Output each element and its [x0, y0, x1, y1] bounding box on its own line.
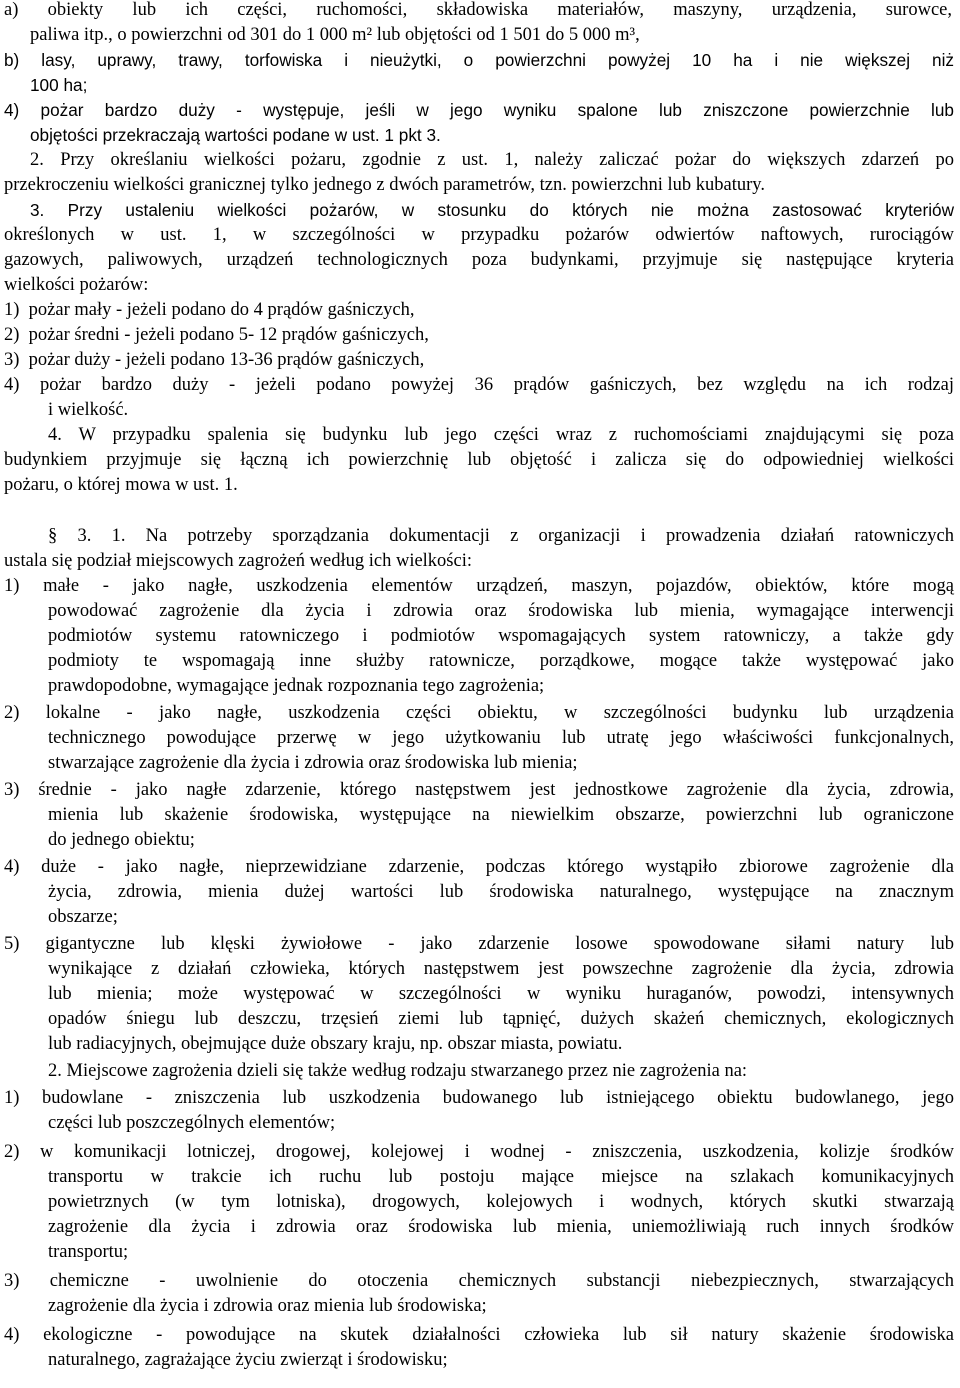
text-line-content: ustala się podział miejscowych zagrożeń według ich wielkości:	[4, 551, 473, 571]
text-line-content: życia, zdrowia, mienia dużej wartości lub środowiska naturalnego, występujące na znacznym	[48, 882, 954, 902]
text-line	[0, 98, 960, 122]
text-line-content: podmiotów systemu ratowniczego i podmiotów wspomagających system ratowniczy, a także gdy	[48, 626, 954, 646]
text-line-content: 4) pożar bardzo duży - występuje, jeśli w jego wyniku spalone lub zniszczone powierzchnie lub	[4, 100, 954, 120]
text-line-content: 2. Przy określaniu wielkości pożaru, zgodnie z ust. 1, należy zaliczać pożar do większych zdarzeń po	[30, 150, 954, 170]
text-line-content: określonych w ust. 1, w szczególności w przypadku pożarów odwiertów naftowych, rurociągów	[4, 225, 954, 245]
text-line	[0, 323, 960, 347]
text-line	[0, 932, 960, 956]
text-line	[0, 574, 960, 598]
text-line	[0, 549, 960, 573]
text-line-content: 3) chemiczne - uwolnienie do otoczenia chemicznych substancji niebezpiecznych, stwarzających	[4, 1271, 954, 1291]
text-line	[0, 398, 960, 422]
text-line	[0, 223, 960, 247]
text-line	[0, 599, 960, 623]
text-line-content: technicznego powodujące przerwę w jego użytkowaniu lub utratę jego właściwości funkcjonalnych,	[48, 728, 954, 748]
text-line	[0, 1165, 960, 1189]
text-line	[0, 982, 960, 1006]
text-line	[0, 905, 960, 929]
text-line	[0, 1086, 960, 1110]
text-line	[0, 1240, 960, 1264]
text-line	[0, 198, 960, 222]
text-line-content: 1) małe - jako nagłe, uszkodzenia elementów urządzeń, maszyn, pojazdów, obiektów, które mogą	[4, 576, 954, 596]
text-line	[0, 373, 960, 397]
text-line-content: 5) gigantyczne lub klęski żywiołowe - jako zdarzenie losowe spowodowane siłami natury lub	[4, 934, 954, 954]
text-line-content: części lub poszczególnych elementów;	[48, 1113, 336, 1133]
text-line	[0, 778, 960, 802]
text-line	[0, 123, 960, 147]
text-line	[0, 624, 960, 648]
text-line	[0, 726, 960, 750]
text-line-content: obszarze;	[48, 907, 118, 927]
text-line	[0, 348, 960, 372]
text-line-content: 3) średnie - jako nagłe zdarzenie, którego następstwem jest jednostkowe zagrożenie dla życia, zdrowia,	[4, 780, 954, 800]
text-line-content: i wielkość.	[48, 400, 129, 420]
text-line	[0, 273, 960, 297]
text-line-content: lub radiacyjnych, obejmujące duże obszary kraju, np. obszar miasta, powiatu.	[48, 1034, 623, 1054]
text-line-content: objętości przekraczają wartości podane w ust. 1 pkt 3.	[30, 125, 441, 145]
text-line-content: 3. Przy ustaleniu wielkości pożarów, w stosunku do których nie można zastosować kryteriów	[30, 200, 954, 220]
text-line-content: przekroczeniu wielkości granicznej tylko jednego z dwóch parametrów, tzn. powierzchni lub kubatury.	[4, 175, 765, 195]
text-line	[0, 1140, 960, 1164]
text-line-content: powodować zagrożenie dla życia i zdrowia oraz środowiska lub mienia, wymagające interwencji	[48, 601, 954, 621]
text-line	[0, 148, 960, 172]
text-line-content: 2) lokalne - jako nagłe, uszkodzenia części obiektu, w szczególności budynku lub urządzenia	[4, 703, 954, 723]
text-line	[0, 1323, 960, 1347]
text-line	[0, 298, 960, 322]
text-line-content: opadów śniegu lub deszczu, trzęsień ziemi lub tąpnięć, dużych skażeń chemicznych, ekologicznych	[48, 1009, 954, 1029]
text-line	[0, 73, 960, 97]
text-line	[0, 957, 960, 981]
text-line	[0, 1348, 960, 1372]
text-line	[0, 1269, 960, 1293]
text-line-content: zagrożenie dla życia i zdrowia oraz mienia lub środowiska;	[48, 1296, 487, 1316]
text-line-content: naturalnego, zagrażające życiu zwierząt i środowisku;	[48, 1350, 448, 1370]
text-line-content: wielkości pożarów:	[4, 275, 149, 295]
text-line-content: lub mienia; może występować w szczególności w wyniku huraganów, powodzi, intensywnych	[48, 984, 954, 1004]
text-line	[0, 649, 960, 673]
text-line	[0, 448, 960, 472]
text-line-content: powietrznych (w tym lotniska), drogowych, kolejowych i wodnych, których skutki stwarzają	[48, 1192, 954, 1212]
text-line	[0, 524, 960, 548]
text-line-content: 4. W przypadku spalenia się budynku lub jego części wraz z ruchomościami znajdującymi się poza	[48, 425, 954, 445]
text-line-content: transportu;	[48, 1242, 129, 1262]
text-line-content: 4) ekologiczne - powodujące na skutek działalności człowieka lub sił natury skażenie środowiska	[4, 1325, 954, 1345]
text-line	[0, 1215, 960, 1239]
text-line	[0, 473, 960, 497]
text-line-content: stwarzające zagrożenie dla życia i zdrowia oraz środowiska lub mienia;	[48, 753, 578, 773]
text-line-content: do jednego obiektu;	[48, 830, 195, 850]
text-line	[0, 1007, 960, 1031]
text-line-content: prawdopodobne, wymagające jednak rozpoznania tego zagrożenia;	[48, 676, 545, 696]
text-line-content: wynikające z działań człowieka, których następstwem jest powszechne zagrożenie dla życia, zdrowia	[48, 959, 954, 979]
text-line-content: zagrożenie dla życia i zdrowia oraz środowiska lub mienia, uniemożliwiają ruch innych środków	[48, 1217, 954, 1237]
text-line	[0, 1111, 960, 1135]
text-line	[0, 1059, 960, 1083]
text-line	[0, 248, 960, 272]
text-line-content: 4) duże - jako nagłe, nieprzewidziane zdarzenie, podczas którego wystąpiło zbiorowe zagrożenie dla	[4, 857, 954, 877]
text-line-content: 1) budowlane - zniszczenia lub uszkodzenia budowanego lub istniejącego obiektu budowlanego, jego	[4, 1088, 954, 1108]
text-line	[0, 803, 960, 827]
text-line	[0, 674, 960, 698]
text-line-content: pożaru, o której mowa w ust. 1.	[4, 475, 238, 495]
text-line	[0, 1190, 960, 1214]
text-line-content: 100 ha;	[30, 75, 88, 95]
text-line	[0, 751, 960, 775]
text-line-content: a) obiekty lub ich części, ruchomości, składowiska materiałów, maszyny, urządzenia, surowce,	[4, 0, 952, 20]
text-line-content: budynkiem przyjmuje się łączną ich powierzchnię lub objętość i zalicza się do odpowiedniej wielkości	[4, 450, 954, 470]
text-line-content: transportu w trakcie ich ruchu lub postoju mające miejsce na szlakach komunikacyjnych	[48, 1167, 954, 1187]
text-line	[0, 701, 960, 725]
text-line	[0, 1294, 960, 1318]
text-line	[0, 0, 960, 22]
text-line	[0, 880, 960, 904]
text-line	[0, 48, 960, 72]
text-line-content: 1) pożar mały - jeżeli podano do 4 prądów gaśniczych,	[4, 300, 415, 320]
text-line-content: paliwa itp., o powierzchni od 301 do 1 000 m² lub objętości od 1 501 do 5 000 m³,	[30, 25, 640, 45]
text-line-content: 2) w komunikacji lotniczej, drogowej, kolejowej i wodnej - zniszczenia, uszkodzenia, kolizje środków	[4, 1142, 954, 1162]
text-line	[0, 173, 960, 197]
text-line-content: 4) pożar bardzo duży - jeżeli podano powyżej 36 prądów gaśniczych, bez względu na ich rodzaj	[4, 375, 954, 395]
text-line-content: b) lasy, uprawy, trawy, torfowiska i nieużytki, o powierzchni powyżej 10 ha i nie większej niż	[4, 50, 954, 70]
text-line-content: gazowych, paliwowych, urządzeń technologicznych poza budynkami, przyjmuje się następujące kryteria	[4, 250, 954, 270]
text-line-content: 3) pożar duży - jeżeli podano 13-36 prądów gaśniczych,	[4, 350, 425, 370]
text-line	[0, 828, 960, 852]
text-line-content: podmioty te wspomagają inne służby ratownicze, porządkowe, mogące także występować jako	[48, 651, 954, 671]
text-line-content: 2. Miejscowe zagrożenia dzieli się także według rodzaju stwarzanego przez nie zagrożenia na:	[48, 1061, 748, 1081]
text-line-content: mienia lub skażenie środowiska, występujące na niewielkim obszarze, powierzchni lub ograniczone	[48, 805, 954, 825]
text-line	[0, 855, 960, 879]
text-line-content: § 3. 1. Na potrzeby sporządzania dokumentacji z organizacji i prowadzenia działań ratowniczych	[48, 526, 954, 546]
text-line	[0, 1032, 960, 1056]
text-line	[0, 23, 960, 47]
text-line-content: 2) pożar średni - jeżeli podano 5- 12 prądów gaśniczych,	[4, 325, 429, 345]
text-line	[0, 423, 960, 447]
